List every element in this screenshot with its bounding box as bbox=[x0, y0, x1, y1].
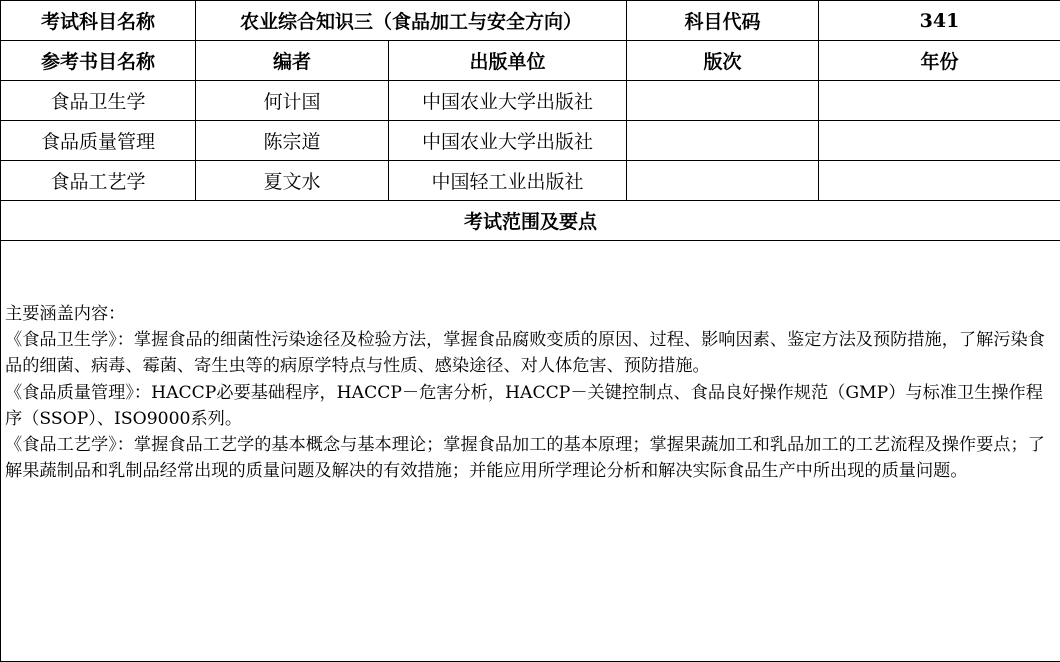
column-header-author: 编者 bbox=[196, 41, 389, 81]
content-row bbox=[1, 241, 1060, 662]
content-paragraph-technology: 《食品工艺学》：掌握食品工艺学的基本概念与基本理论；掌握食品加工的基本原理；掌握果蔬加工和乳品加工的工艺流程及操作要点；了解果蔬制品和乳制品经常出现的质量问题及解决的有效措施；并能应用所学理论分析和解决实际食品生产中所出现的质量问题。 bbox=[5, 432, 1058, 484]
subject-code-label: 科目代码 bbox=[627, 1, 819, 41]
subject-name-value: 农业综合知识三（食品加工与安全方向） bbox=[196, 1, 627, 41]
book-name-cell: 食品卫生学 bbox=[1, 81, 196, 121]
content-body bbox=[1, 241, 1060, 662]
book-publisher-cell: 中国农业大学出版社 bbox=[389, 121, 627, 161]
book-year-cell bbox=[819, 161, 1060, 201]
book-name-cell: 食品工艺学 bbox=[1, 161, 196, 201]
book-edition-cell bbox=[627, 121, 819, 161]
section-title-row bbox=[1, 201, 1060, 241]
book-publisher-cell: 中国农业大学出版社 bbox=[389, 81, 627, 121]
content-paragraph-hygiene: 《食品卫生学》：掌握食品的细菌性污染途径及检验方法，掌握食品腐败变质的原因、过程、影响因素、鉴定方法及预防措施，了解污染食品的细菌、病毒、霉菌、寄生虫等的病原学特点与性质、感染途径、对人体危害、预防措施。 bbox=[5, 327, 1058, 379]
subject-code-value: 341 bbox=[819, 1, 1060, 41]
column-header-row bbox=[1, 41, 1060, 81]
column-header-year: 年份 bbox=[819, 41, 1060, 81]
column-header-edition: 版次 bbox=[627, 41, 819, 81]
content-intro: 主要涵盖内容： bbox=[5, 301, 1058, 327]
table-row bbox=[1, 121, 1060, 161]
book-edition-cell bbox=[627, 161, 819, 201]
book-author-cell: 陈宗道 bbox=[196, 121, 389, 161]
column-header-publisher: 出版单位 bbox=[389, 41, 627, 81]
book-publisher-cell: 中国轻工业出版社 bbox=[389, 161, 627, 201]
book-edition-cell bbox=[627, 81, 819, 121]
table-row bbox=[1, 81, 1060, 121]
book-author-cell: 何计国 bbox=[196, 81, 389, 121]
book-year-cell bbox=[819, 121, 1060, 161]
book-author-cell: 夏文水 bbox=[196, 161, 389, 201]
subject-row bbox=[1, 1, 1060, 41]
table-row bbox=[1, 161, 1060, 201]
book-name-cell: 食品质量管理 bbox=[1, 121, 196, 161]
subject-name-label: 考试科目名称 bbox=[1, 1, 196, 41]
column-header-book-name: 参考书目名称 bbox=[1, 41, 196, 81]
content-paragraph-quality: 《食品质量管理》：HACCP必要基础程序，HACCP－危害分析，HACCP－关键控制点、食品良好操作规范（GMP）与标准卫生操作程序（SSOP）、ISO9000系列。 bbox=[5, 380, 1058, 432]
section-title: 考试范围及要点 bbox=[1, 201, 1060, 241]
book-year-cell bbox=[819, 81, 1060, 121]
